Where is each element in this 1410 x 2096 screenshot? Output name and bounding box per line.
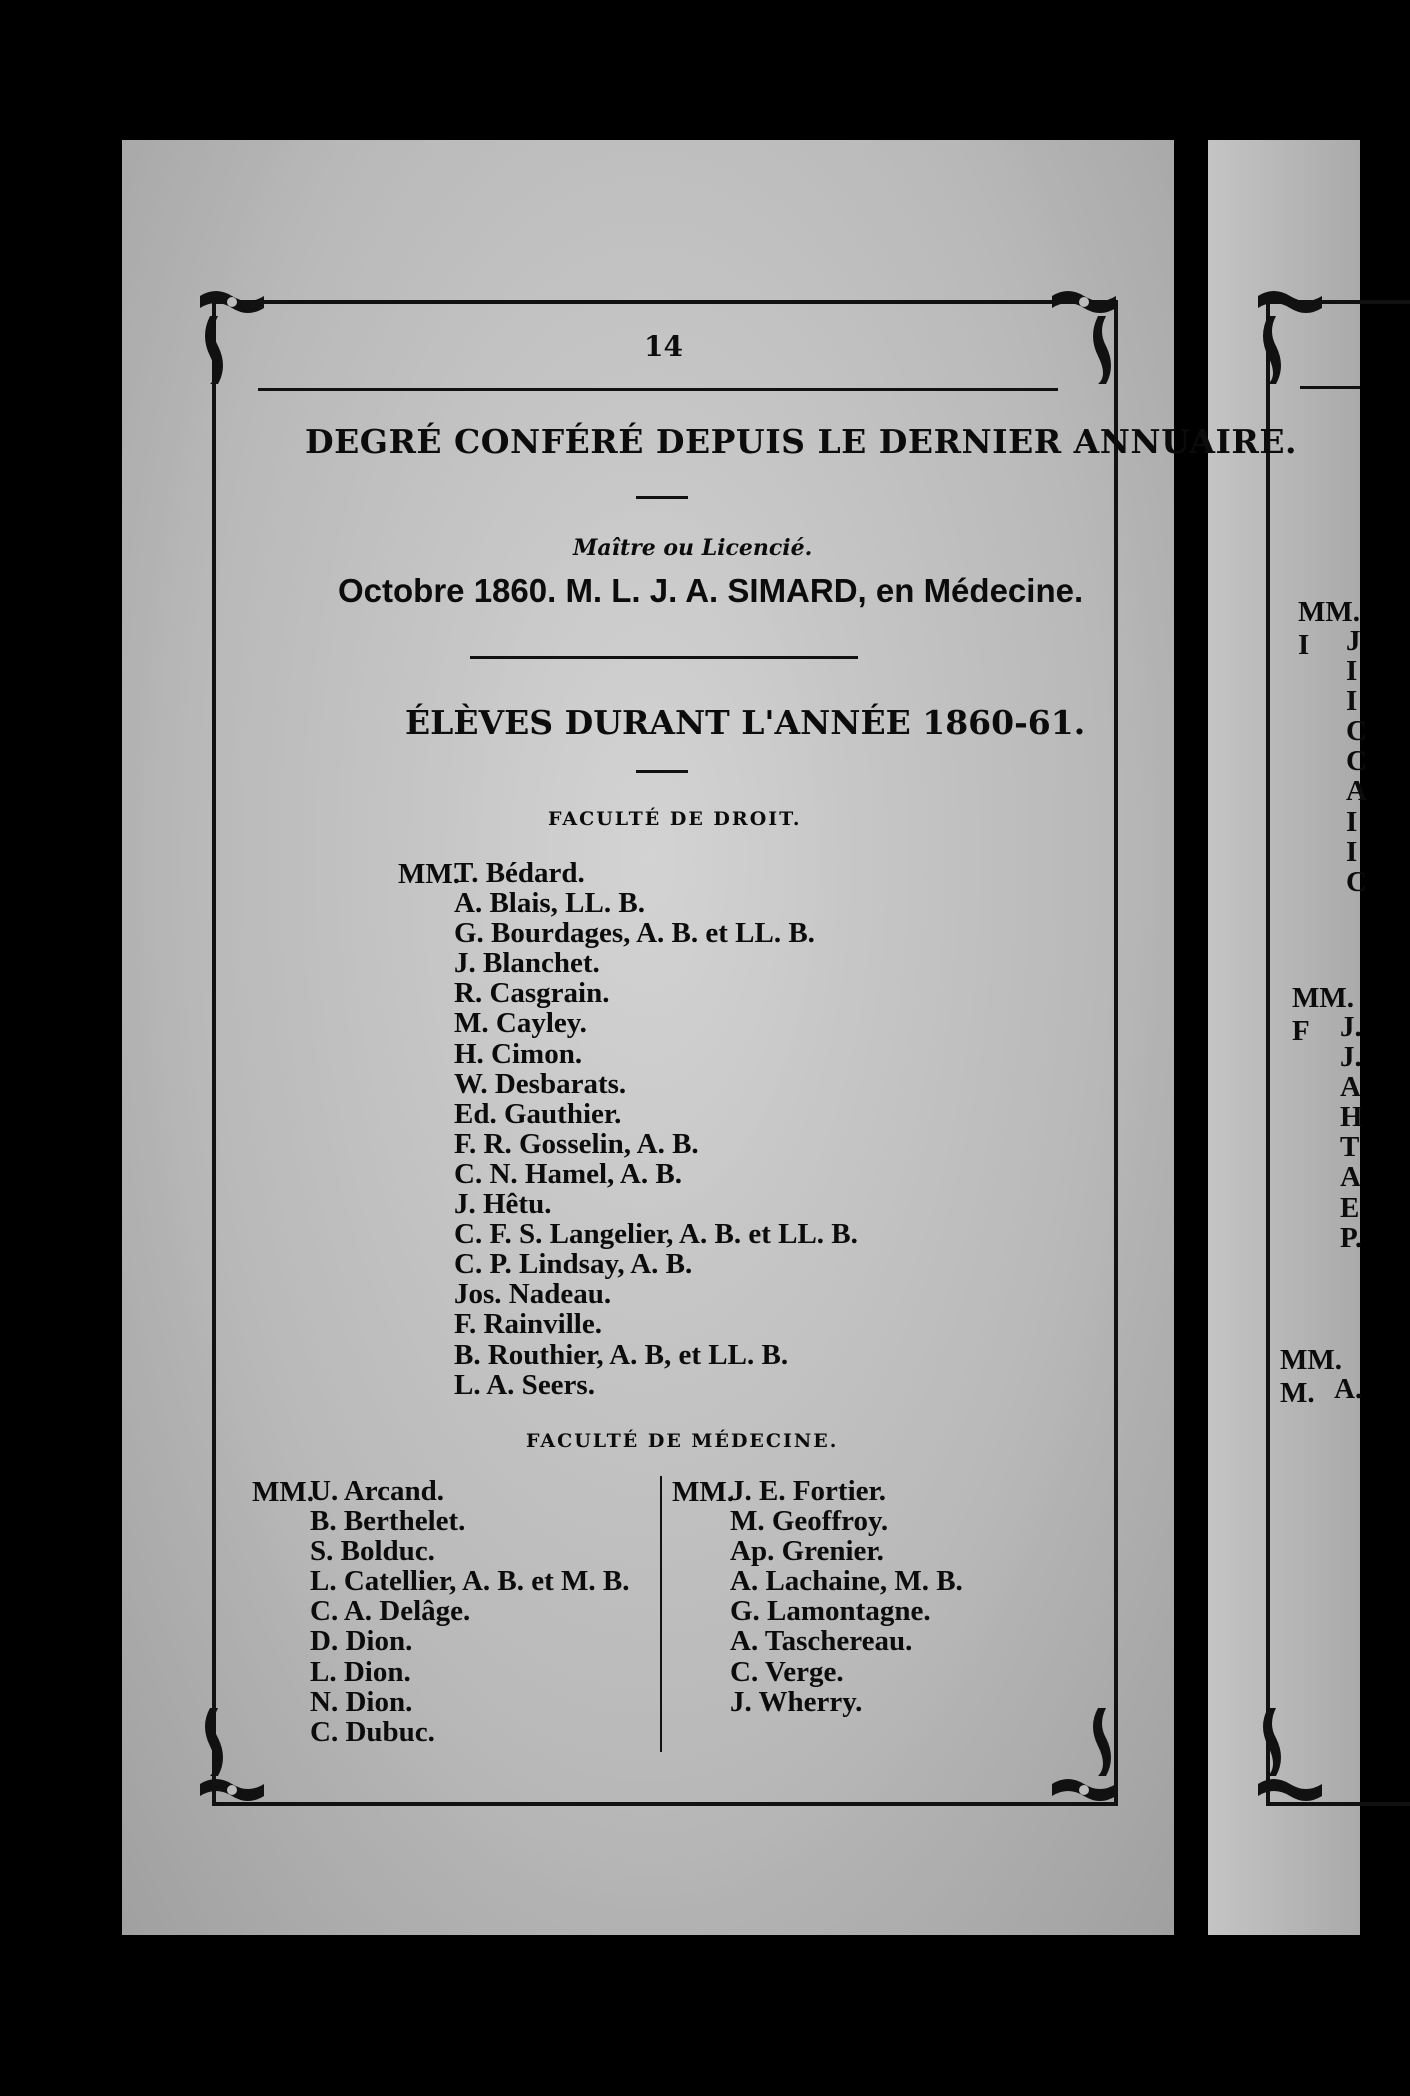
list-item: J. E. Fortier. <box>730 1475 886 1507</box>
ornament-bottom-right-icon <box>1048 1706 1120 1806</box>
list-item: I <box>1346 805 1358 838</box>
list-item: W. Desbarats. <box>454 1067 627 1100</box>
list-item: B. Berthelet. <box>310 1505 466 1538</box>
list-item: C. Verge. <box>730 1655 844 1688</box>
next-page-prefix-3: MM. M. <box>1280 1344 1342 1409</box>
list-item: C <box>1346 745 1367 778</box>
list-item: A <box>1346 775 1367 808</box>
heading-students: ÉLÈVES DURANT L'ANNÉE 1860-61. <box>405 703 1086 742</box>
medicine-student-list-left <box>310 1476 630 1747</box>
list-item: P. <box>1340 1221 1363 1254</box>
medicine-prefix-left: MM. <box>252 1476 314 1508</box>
list-item: L. Catellier, A. B. et M. B. <box>310 1565 630 1598</box>
list-item: H <box>1340 1101 1363 1134</box>
list-item: F. R. Gosselin, A. B. <box>454 1127 699 1160</box>
list-item: J. Blanchet. <box>454 947 600 980</box>
list-item: I <box>1346 655 1358 688</box>
ornament-bottom-left-icon <box>196 1706 268 1806</box>
header-rule <box>258 388 1058 391</box>
ornament-next-page-bottom-icon <box>1254 1706 1326 1806</box>
ornament-top-left-icon <box>196 286 268 386</box>
list-item: G. Lamontagne. <box>730 1595 931 1628</box>
list-item: C. P. Lindsay, A. B. <box>454 1248 693 1281</box>
list-item: C. N. Hamel, A. B. <box>454 1157 682 1190</box>
next-page-header-rule <box>1300 386 1360 389</box>
list-item: J. <box>1340 1011 1362 1043</box>
short-rule-2 <box>636 770 688 773</box>
list-item: L. A. Seers. <box>454 1368 595 1401</box>
degree-line: Octobre 1860. M. L. J. A. SIMARD, en Médecine. <box>338 572 1084 609</box>
degree-subtitle: Maître ou Licencié. <box>573 535 813 561</box>
column-divider <box>660 1476 662 1752</box>
next-page-border-frame <box>1266 300 1410 1806</box>
list-item: A. Lachaine, M. B. <box>730 1565 963 1598</box>
medicine-student-list-right <box>730 1476 963 1717</box>
next-page-column-1 <box>1346 626 1367 897</box>
law-prefix: MM. <box>398 858 460 890</box>
list-item: A. Taschereau. <box>730 1625 913 1658</box>
ornament-next-page-top-icon <box>1254 286 1326 386</box>
list-item: J <box>1346 625 1361 657</box>
list-item: I <box>1346 835 1358 868</box>
list-item: C <box>1346 865 1367 898</box>
list-item: Ed. Gauthier. <box>454 1097 622 1130</box>
next-page-column-3 <box>1334 1374 1362 1404</box>
ornament-top-right-icon <box>1048 286 1120 386</box>
list-item: U. Arcand. <box>310 1475 445 1507</box>
page-number: 14 <box>644 330 683 363</box>
short-rule <box>636 496 688 499</box>
faculty-medicine-title: FACULTÉ DE MÉDECINE. <box>526 1430 839 1452</box>
next-page-prefix-2: MM. F <box>1292 982 1354 1047</box>
list-item: A <box>1340 1071 1361 1104</box>
list-item: M. Cayley. <box>454 1007 587 1040</box>
list-item: C. A. Delâge. <box>310 1595 471 1628</box>
list-item: C <box>1346 715 1367 748</box>
medicine-prefix-right: MM. <box>672 1476 734 1508</box>
list-item: F. Rainville. <box>454 1308 602 1341</box>
list-item: R. Casgrain. <box>454 977 610 1010</box>
list-item: Jos. Nadeau. <box>454 1278 612 1311</box>
list-item: A. <box>1334 1373 1363 1405</box>
list-item: I <box>1346 685 1358 718</box>
law-student-list <box>454 858 858 1400</box>
list-item: J. <box>1340 1041 1362 1074</box>
list-item: Ap. Grenier. <box>730 1535 884 1568</box>
section-rule <box>470 656 858 659</box>
list-item: H. Cimon. <box>454 1037 583 1070</box>
list-item: A. Blais, LL. B. <box>454 887 645 920</box>
next-page-column-2 <box>1340 1012 1363 1253</box>
list-item: N. Dion. <box>310 1685 413 1718</box>
list-item: G. Bourdages, A. B. et LL. B. <box>454 917 815 950</box>
list-item: D. Dion. <box>310 1625 413 1658</box>
list-item: C. Dubuc. <box>310 1715 435 1748</box>
next-page-prefix-1: MM. I <box>1298 596 1360 661</box>
list-item: T <box>1340 1131 1360 1164</box>
list-item: A <box>1340 1161 1361 1194</box>
faculty-law-title: FACULTÉ DE DROIT. <box>548 808 802 830</box>
list-item: C. F. S. Langelier, A. B. et LL. B. <box>454 1218 858 1251</box>
list-item: M. Geoffroy. <box>730 1505 889 1538</box>
list-item: L. Dion. <box>310 1655 411 1688</box>
list-item: S. Bolduc. <box>310 1535 435 1568</box>
list-item: E <box>1340 1191 1360 1224</box>
list-item: T. Bédard. <box>454 857 585 889</box>
list-item: B. Routhier, A. B, et LL. B. <box>454 1338 789 1371</box>
list-item: J. Wherry. <box>730 1685 863 1718</box>
heading-degree: DEGRÉ CONFÉRÉ DEPUIS LE DERNIER ANNUAIRE. <box>305 422 1297 461</box>
list-item: J. Hêtu. <box>454 1188 552 1221</box>
